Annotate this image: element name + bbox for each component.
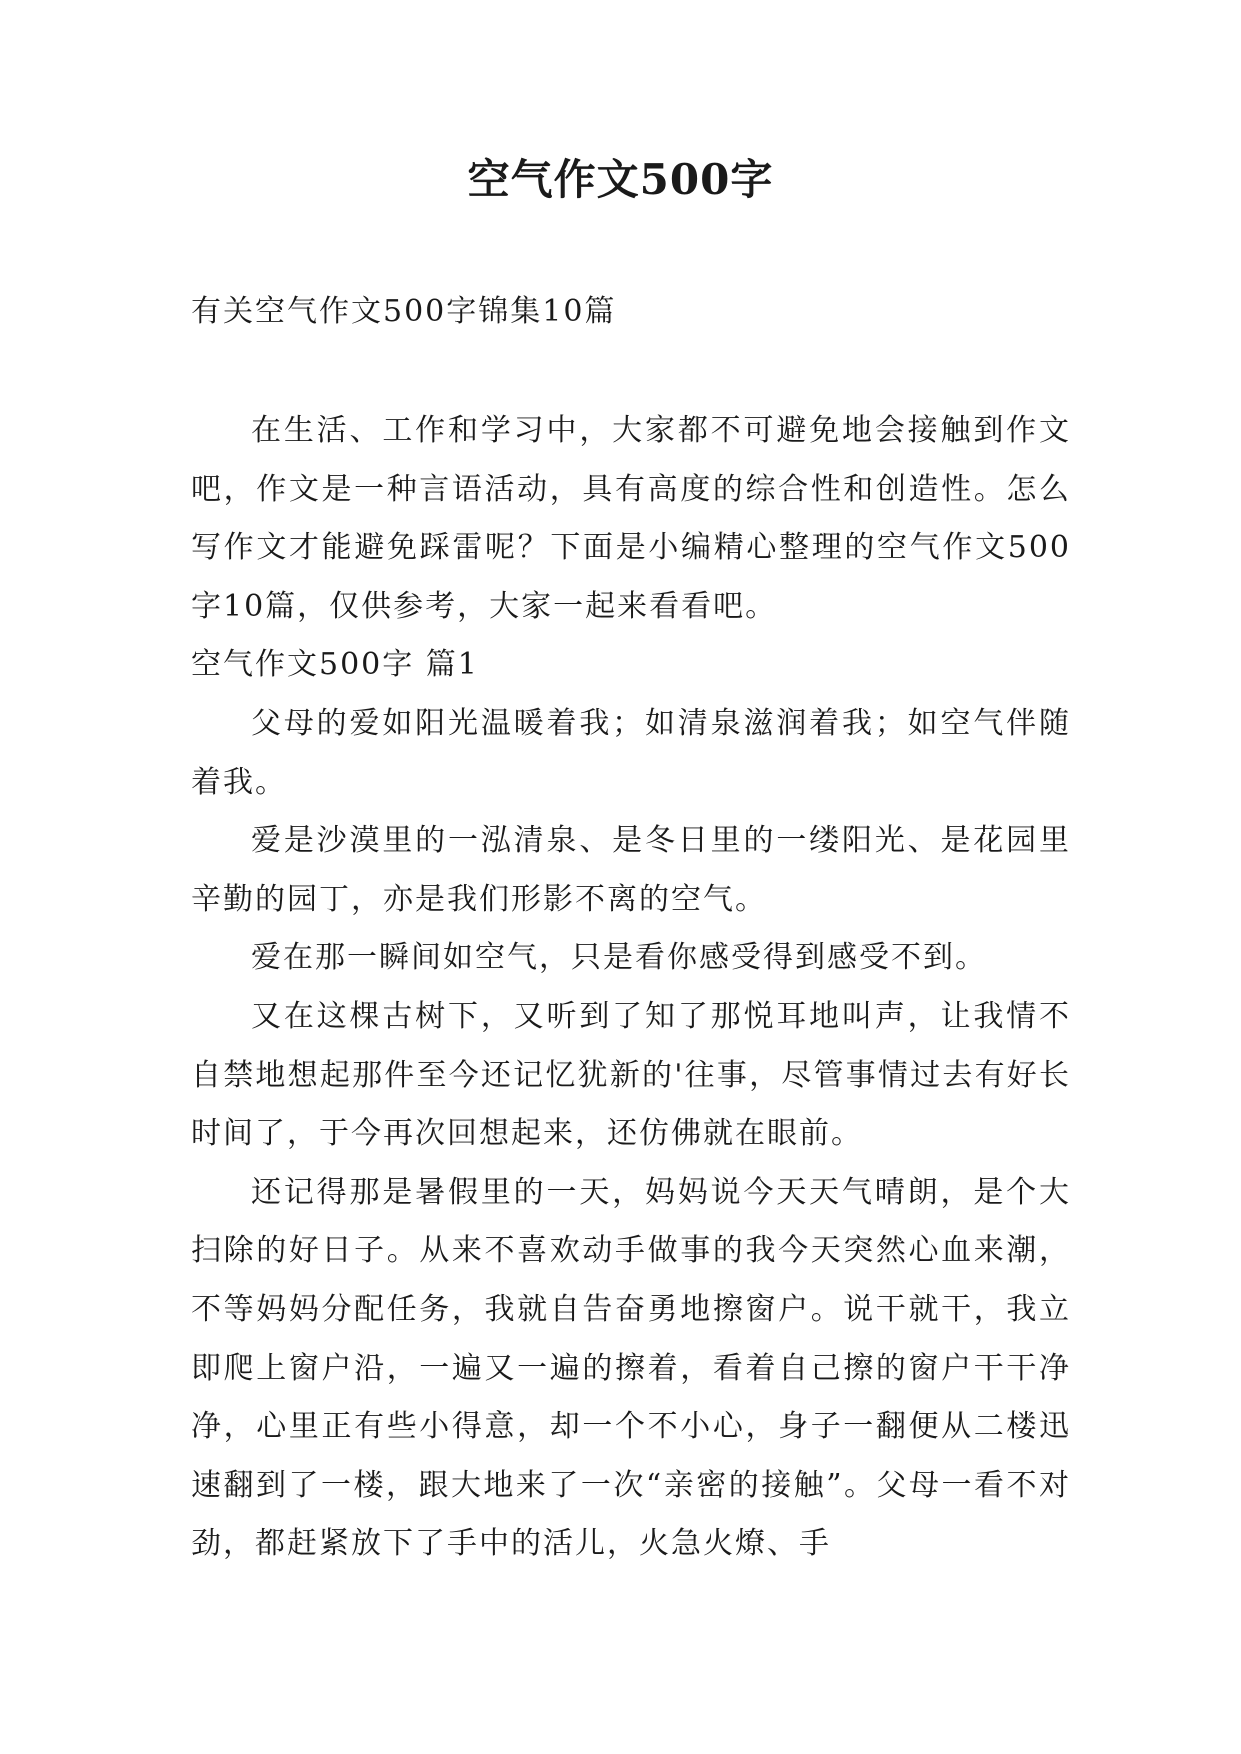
- paragraph: 父母的爱如阳光温暖着我；如清泉滋润着我；如空气伴随着我。: [191, 705, 1071, 800]
- document-title: 空气作文500字: [467, 155, 774, 204]
- document-body: [191, 402, 1071, 1574]
- paragraph: 又在这棵古树下，又听到了知了那悦耳地叫声，让我情不自禁地想起那件至今还记忆犹新的'往事，尽管事情过去有好长时间了，于今再次回想起来，还仿佛就在眼前。: [191, 998, 1071, 1152]
- paragraph: 爱是沙漠里的一泓清泉、是冬日里的一缕阳光、是花园里辛勤的园丁，亦是我们形影不离的空气。: [191, 823, 1071, 917]
- paragraph: 还记得那是暑假里的一天，妈妈说今天天气晴朗，是个大扫除的好日子。从来不喜欢动手做事的我今天突然心血来潮，不等妈妈分配任务，我就自告奋勇地擦窗户。说干就干，我立即爬上窗户沿，一遍又一遍的擦着，看着自己擦的窗户干干净净，心里正有些小得意，却一个不小心，身子一翻便从二楼迅速翻到了一楼，跟大地来了一次“亲密的接触”。父母一看不对劲，都赶紧放下了手中的活儿，火急火燎、手: [191, 1174, 1071, 1562]
- paragraph-intro: 在生活、工作和学习中，大家都不可避免地会接触到作文吧，作文是一种言语活动，具有高度的综合性和创造性。怎么写作文才能避免踩雷呢？下面是小编精心整理的空气作文500字10篇，仅供参考，大家一起来看看吧。: [191, 413, 1071, 624]
- document-subtitle: 有关空气作文500字锦集10篇: [191, 294, 617, 329]
- paragraph: 爱在那一瞬间如空气，只是看你感受得到感受不到。: [251, 940, 987, 976]
- section-heading: 空气作文500字 篇1: [191, 647, 479, 683]
